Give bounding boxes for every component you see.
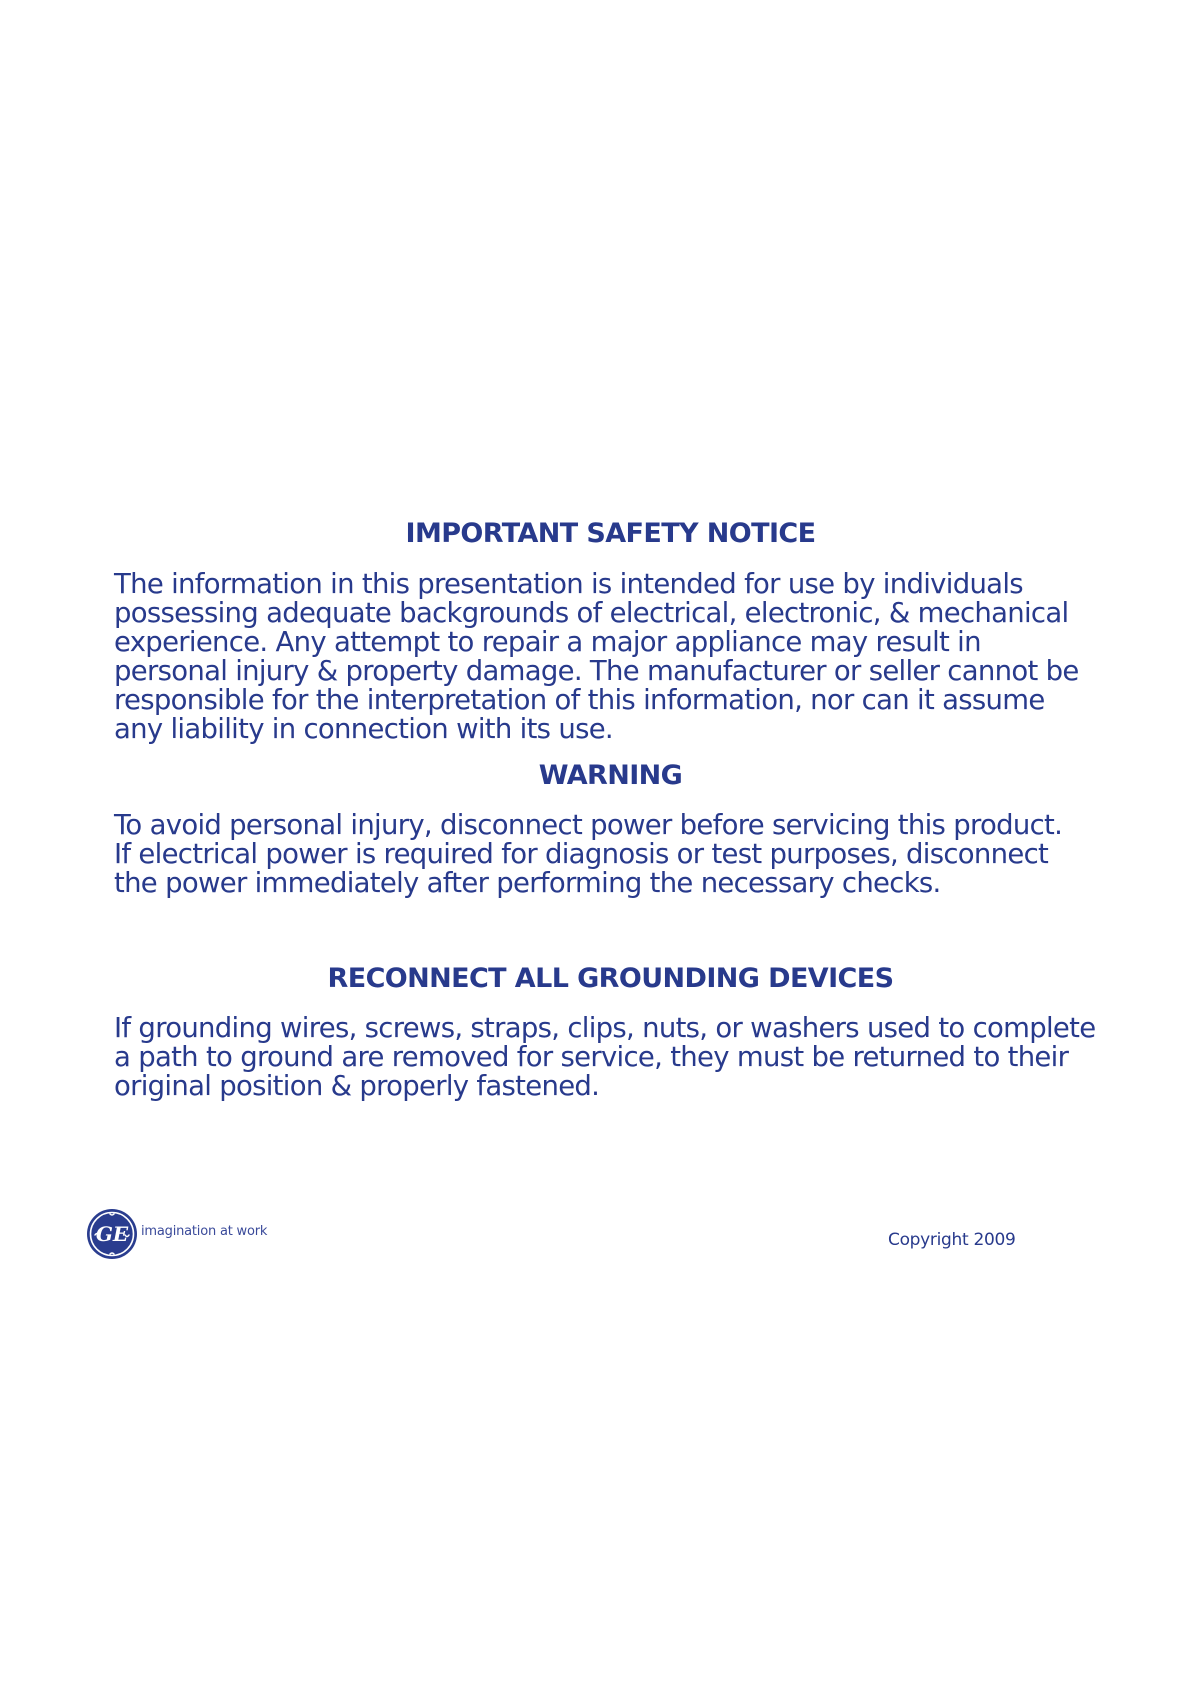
paragraph-line: original position & properly fastened. [114,1070,600,1102]
paragraph-line: personal injury & property damage. The manufacturer or seller cannot be [114,655,1079,687]
ge-monogram-icon [86,1208,138,1260]
warning-heading: WARNING [538,760,683,791]
paragraph-line: If grounding wires, screws, straps, clips, nuts, or washers used to complete [114,1012,1096,1044]
svg-text:GE: GE [95,1222,129,1246]
paragraph-line: a path to ground are removed for service, they must be returned to their [114,1041,1069,1073]
paragraph-line: responsible for the interpretation of this information, nor can it assume [114,684,1045,716]
safety-notice-heading: IMPORTANT SAFETY NOTICE [405,518,816,549]
logo-tagline: imagination at work [141,1223,268,1239]
paragraph-line: any liability in connection with its use. [114,713,613,745]
paragraph-line: possessing adequate backgrounds of electrical, electronic, & mechanical [114,597,1069,629]
paragraph-line: the power immediately after performing the necessary checks. [114,867,941,899]
grounding-heading: RECONNECT ALL GROUNDING DEVICES [327,963,894,994]
copyright-text: Copyright 2009 [888,1230,1016,1250]
safety-notice-paragraph [114,570,1124,744]
paragraph-line: To avoid personal injury, disconnect power before servicing this product. [114,809,1063,841]
paragraph-line: The information in this presentation is intended for use by individuals [114,568,1023,600]
ge-logo [86,1208,267,1260]
paragraph-line: experience. Any attempt to repair a major appliance may result in [114,626,981,658]
paragraph-line: If electrical power is required for diagnosis or test purposes, disconnect [114,838,1049,870]
warning-paragraph [114,811,1124,898]
grounding-paragraph [114,1014,1124,1101]
